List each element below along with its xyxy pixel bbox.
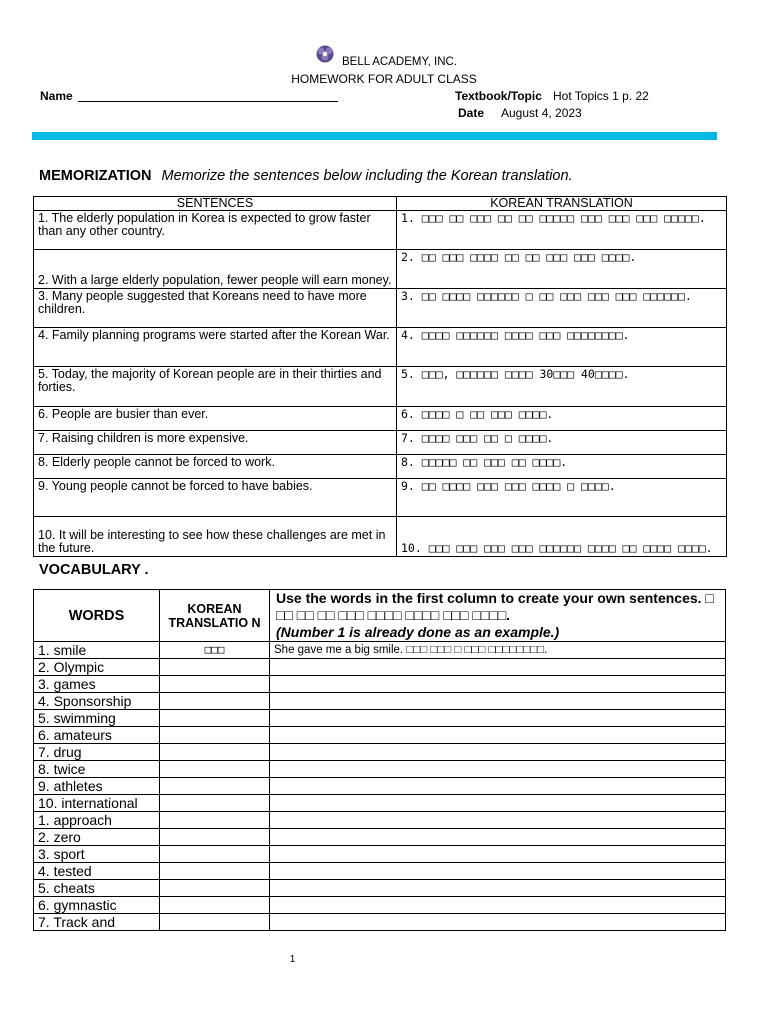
sentence-en: 2. With a large elderly population, fewer people will earn money. bbox=[34, 250, 397, 289]
vocab-korean[interactable] bbox=[160, 727, 270, 744]
vocab-sentence[interactable] bbox=[270, 846, 726, 863]
sentence-ko: 4. □□□□ □□□□□□ □□□□ □□□ □□□□□□□□. bbox=[397, 328, 727, 367]
org-name: BELL ACADEMY, INC. bbox=[342, 56, 458, 68]
table-row bbox=[34, 289, 727, 328]
vocab-sentence[interactable] bbox=[270, 829, 726, 846]
table-row bbox=[34, 676, 726, 693]
table-row bbox=[34, 846, 726, 863]
sentence-ko: 6. □□□□ □ □□ □□□ □□□□. bbox=[397, 407, 727, 431]
table-row bbox=[34, 328, 727, 367]
vocab-korean[interactable] bbox=[160, 795, 270, 812]
table-row bbox=[34, 211, 727, 250]
col-sentences-instruction bbox=[270, 590, 726, 642]
table-row bbox=[34, 744, 726, 761]
vocab-sentence[interactable] bbox=[270, 710, 726, 727]
table-row bbox=[34, 761, 726, 778]
vocab-sentence[interactable] bbox=[270, 676, 726, 693]
date-label: Date bbox=[458, 106, 485, 120]
table-row bbox=[34, 431, 727, 455]
sentence-en: 9. Young people cannot be forced to have babies. bbox=[34, 479, 397, 517]
vocab-word: 9. athletes bbox=[34, 778, 160, 795]
sentence-en: 8. Elderly people cannot be forced to work. bbox=[34, 455, 397, 479]
instruction-line-1: Use the words in the first column to create your own sentences. □ □□ □□ □□ □□□ □□□□ □□□□ □□□ □□□□. bbox=[276, 590, 714, 623]
vocab-sentence[interactable] bbox=[270, 778, 726, 795]
sentence-en: 3. Many people suggested that Koreans need to have more children. bbox=[34, 289, 397, 328]
vocab-korean[interactable]: □□□ bbox=[160, 642, 270, 659]
sentence-ko: 2. □□ □□□ □□□□ □□ □□ □□□ □□□ □□□□. bbox=[397, 250, 727, 289]
vocab-korean[interactable] bbox=[160, 863, 270, 880]
sentence-ko: 7. □□□□ □□□ □□ □ □□□□. bbox=[397, 431, 727, 455]
table-row bbox=[34, 642, 726, 659]
vocab-korean[interactable] bbox=[160, 693, 270, 710]
vocab-korean[interactable] bbox=[160, 914, 270, 931]
col-korean: KOREAN TRANSLATIO N bbox=[160, 590, 270, 642]
vocab-sentence[interactable] bbox=[270, 727, 726, 744]
memorization-table bbox=[33, 196, 727, 557]
sentence-ko: 5. □□□, □□□□□□ □□□□ 30□□□ 40□□□□. bbox=[397, 367, 727, 407]
vocab-word: 2. zero bbox=[34, 829, 160, 846]
table-row bbox=[34, 897, 726, 914]
vocab-word: 1. smile bbox=[34, 642, 160, 659]
textbook-label: Textbook/Topic bbox=[455, 89, 542, 103]
vocab-sentence[interactable] bbox=[270, 897, 726, 914]
table-row bbox=[34, 455, 727, 479]
memorization-heading-line bbox=[39, 168, 573, 184]
vocab-sentence[interactable] bbox=[270, 693, 726, 710]
vocab-word: 5. swimming bbox=[34, 710, 160, 727]
col-korean-translation: KOREAN TRANSLATION bbox=[397, 197, 727, 211]
vocab-korean[interactable] bbox=[160, 761, 270, 778]
table-row bbox=[34, 407, 727, 431]
vocab-word: 8. twice bbox=[34, 761, 160, 778]
vocab-korean[interactable] bbox=[160, 812, 270, 829]
vocab-korean[interactable] bbox=[160, 676, 270, 693]
sentence-en: 10. It will be interesting to see how these challenges are met in the future. bbox=[34, 517, 397, 557]
vocab-word: 6. amateurs bbox=[34, 727, 160, 744]
sentence-en: 6. People are busier than ever. bbox=[34, 407, 397, 431]
vocab-word: 4. Sponsorship bbox=[34, 693, 160, 710]
instruction-line-2: (Number 1 is already done as an example.) bbox=[276, 624, 560, 640]
sentence-ko: 3. □□ □□□□ □□□□□□ □ □□ □□□ □□□ □□□ □□□□□□. bbox=[397, 289, 727, 328]
sentence-en: 5. Today, the majority of Korean people are in their thirties and forties. bbox=[34, 367, 397, 407]
table-row bbox=[34, 693, 726, 710]
vocab-sentence[interactable]: She gave me a big smile. □□□ □□□ □ □□□ □□□□□□□□. bbox=[270, 642, 726, 659]
sentence-ko: 1. □□□ □□ □□□ □□ □□ □□□□□ □□□ □□□ □□□ □□□□□. bbox=[397, 211, 727, 250]
page-number: 1 bbox=[289, 954, 296, 965]
vocab-word: 7. Track and bbox=[34, 914, 160, 931]
date-value: August 4, 2023 bbox=[501, 106, 582, 120]
textbook-value: Hot Topics 1 p. 22 bbox=[553, 89, 649, 103]
table-row bbox=[34, 863, 726, 880]
sentence-ko: 10. □□□ □□□ □□□ □□□ □□□□□□ □□□□ □□ □□□□ □□□□. bbox=[397, 517, 727, 557]
bell-academy-logo-icon bbox=[314, 44, 336, 64]
name-label: Name bbox=[40, 89, 73, 103]
vocab-sentence[interactable] bbox=[270, 795, 726, 812]
table-row bbox=[34, 517, 727, 557]
vocab-korean[interactable] bbox=[160, 710, 270, 727]
table-row bbox=[34, 812, 726, 829]
vocab-sentence[interactable] bbox=[270, 914, 726, 931]
vocab-sentence[interactable] bbox=[270, 659, 726, 676]
sentence-en: 4. Family planning programs were started after the Korean War. bbox=[34, 328, 397, 367]
vocab-word: 2. Olympic bbox=[34, 659, 160, 676]
table-row bbox=[34, 829, 726, 846]
vocab-sentence[interactable] bbox=[270, 863, 726, 880]
name-field[interactable] bbox=[78, 101, 338, 102]
vocab-korean[interactable] bbox=[160, 846, 270, 863]
homework-title: HOMEWORK FOR ADULT CLASS bbox=[291, 72, 477, 86]
memorization-instruction: Memorize the sentences below including the Korean translation. bbox=[161, 168, 573, 184]
vocab-sentence[interactable] bbox=[270, 744, 726, 761]
sentence-ko: 9. □□ □□□□ □□□ □□□ □□□□ □ □□□□. bbox=[397, 479, 727, 517]
sentence-en: 7. Raising children is more expensive. bbox=[34, 431, 397, 455]
vocab-sentence[interactable] bbox=[270, 880, 726, 897]
memorization-heading: MEMORIZATION bbox=[39, 168, 152, 184]
table-row bbox=[34, 659, 726, 676]
col-words: WORDS bbox=[34, 590, 160, 642]
table-row bbox=[34, 727, 726, 744]
vocab-korean[interactable] bbox=[160, 659, 270, 676]
vocab-korean[interactable] bbox=[160, 897, 270, 914]
table-row bbox=[34, 880, 726, 897]
vocab-word: 3. sport bbox=[34, 846, 160, 863]
vocab-word: 4. tested bbox=[34, 863, 160, 880]
table-row bbox=[34, 914, 726, 931]
vocab-word: 1. approach bbox=[34, 812, 160, 829]
vocab-word: 5. cheats bbox=[34, 880, 160, 897]
vocab-sentence[interactable] bbox=[270, 812, 726, 829]
table-row bbox=[34, 250, 727, 289]
vocab-word: 3. games bbox=[34, 676, 160, 693]
vocab-korean[interactable] bbox=[160, 744, 270, 761]
vocab-sentence[interactable] bbox=[270, 761, 726, 778]
sentence-ko: 8. □□□□□ □□ □□□ □□ □□□□. bbox=[397, 455, 727, 479]
table-row bbox=[34, 795, 726, 812]
sentence-en: 1. The elderly population in Korea is expected to grow faster than any other country. bbox=[34, 211, 397, 250]
table-row bbox=[34, 367, 727, 407]
table-row bbox=[34, 778, 726, 795]
vocab-korean[interactable] bbox=[160, 829, 270, 846]
vocab-word: 7. drug bbox=[34, 744, 160, 761]
vocab-korean[interactable] bbox=[160, 778, 270, 795]
accent-divider bbox=[32, 132, 717, 140]
vocabulary-heading: VOCABULARY . bbox=[39, 562, 149, 578]
col-sentences: SENTENCES bbox=[34, 197, 397, 211]
table-row bbox=[34, 710, 726, 727]
vocab-word: 6. gymnastic bbox=[34, 897, 160, 914]
vocab-korean[interactable] bbox=[160, 880, 270, 897]
vocabulary-table bbox=[33, 589, 726, 931]
vocab-word: 10. international bbox=[34, 795, 160, 812]
table-row bbox=[34, 479, 727, 517]
